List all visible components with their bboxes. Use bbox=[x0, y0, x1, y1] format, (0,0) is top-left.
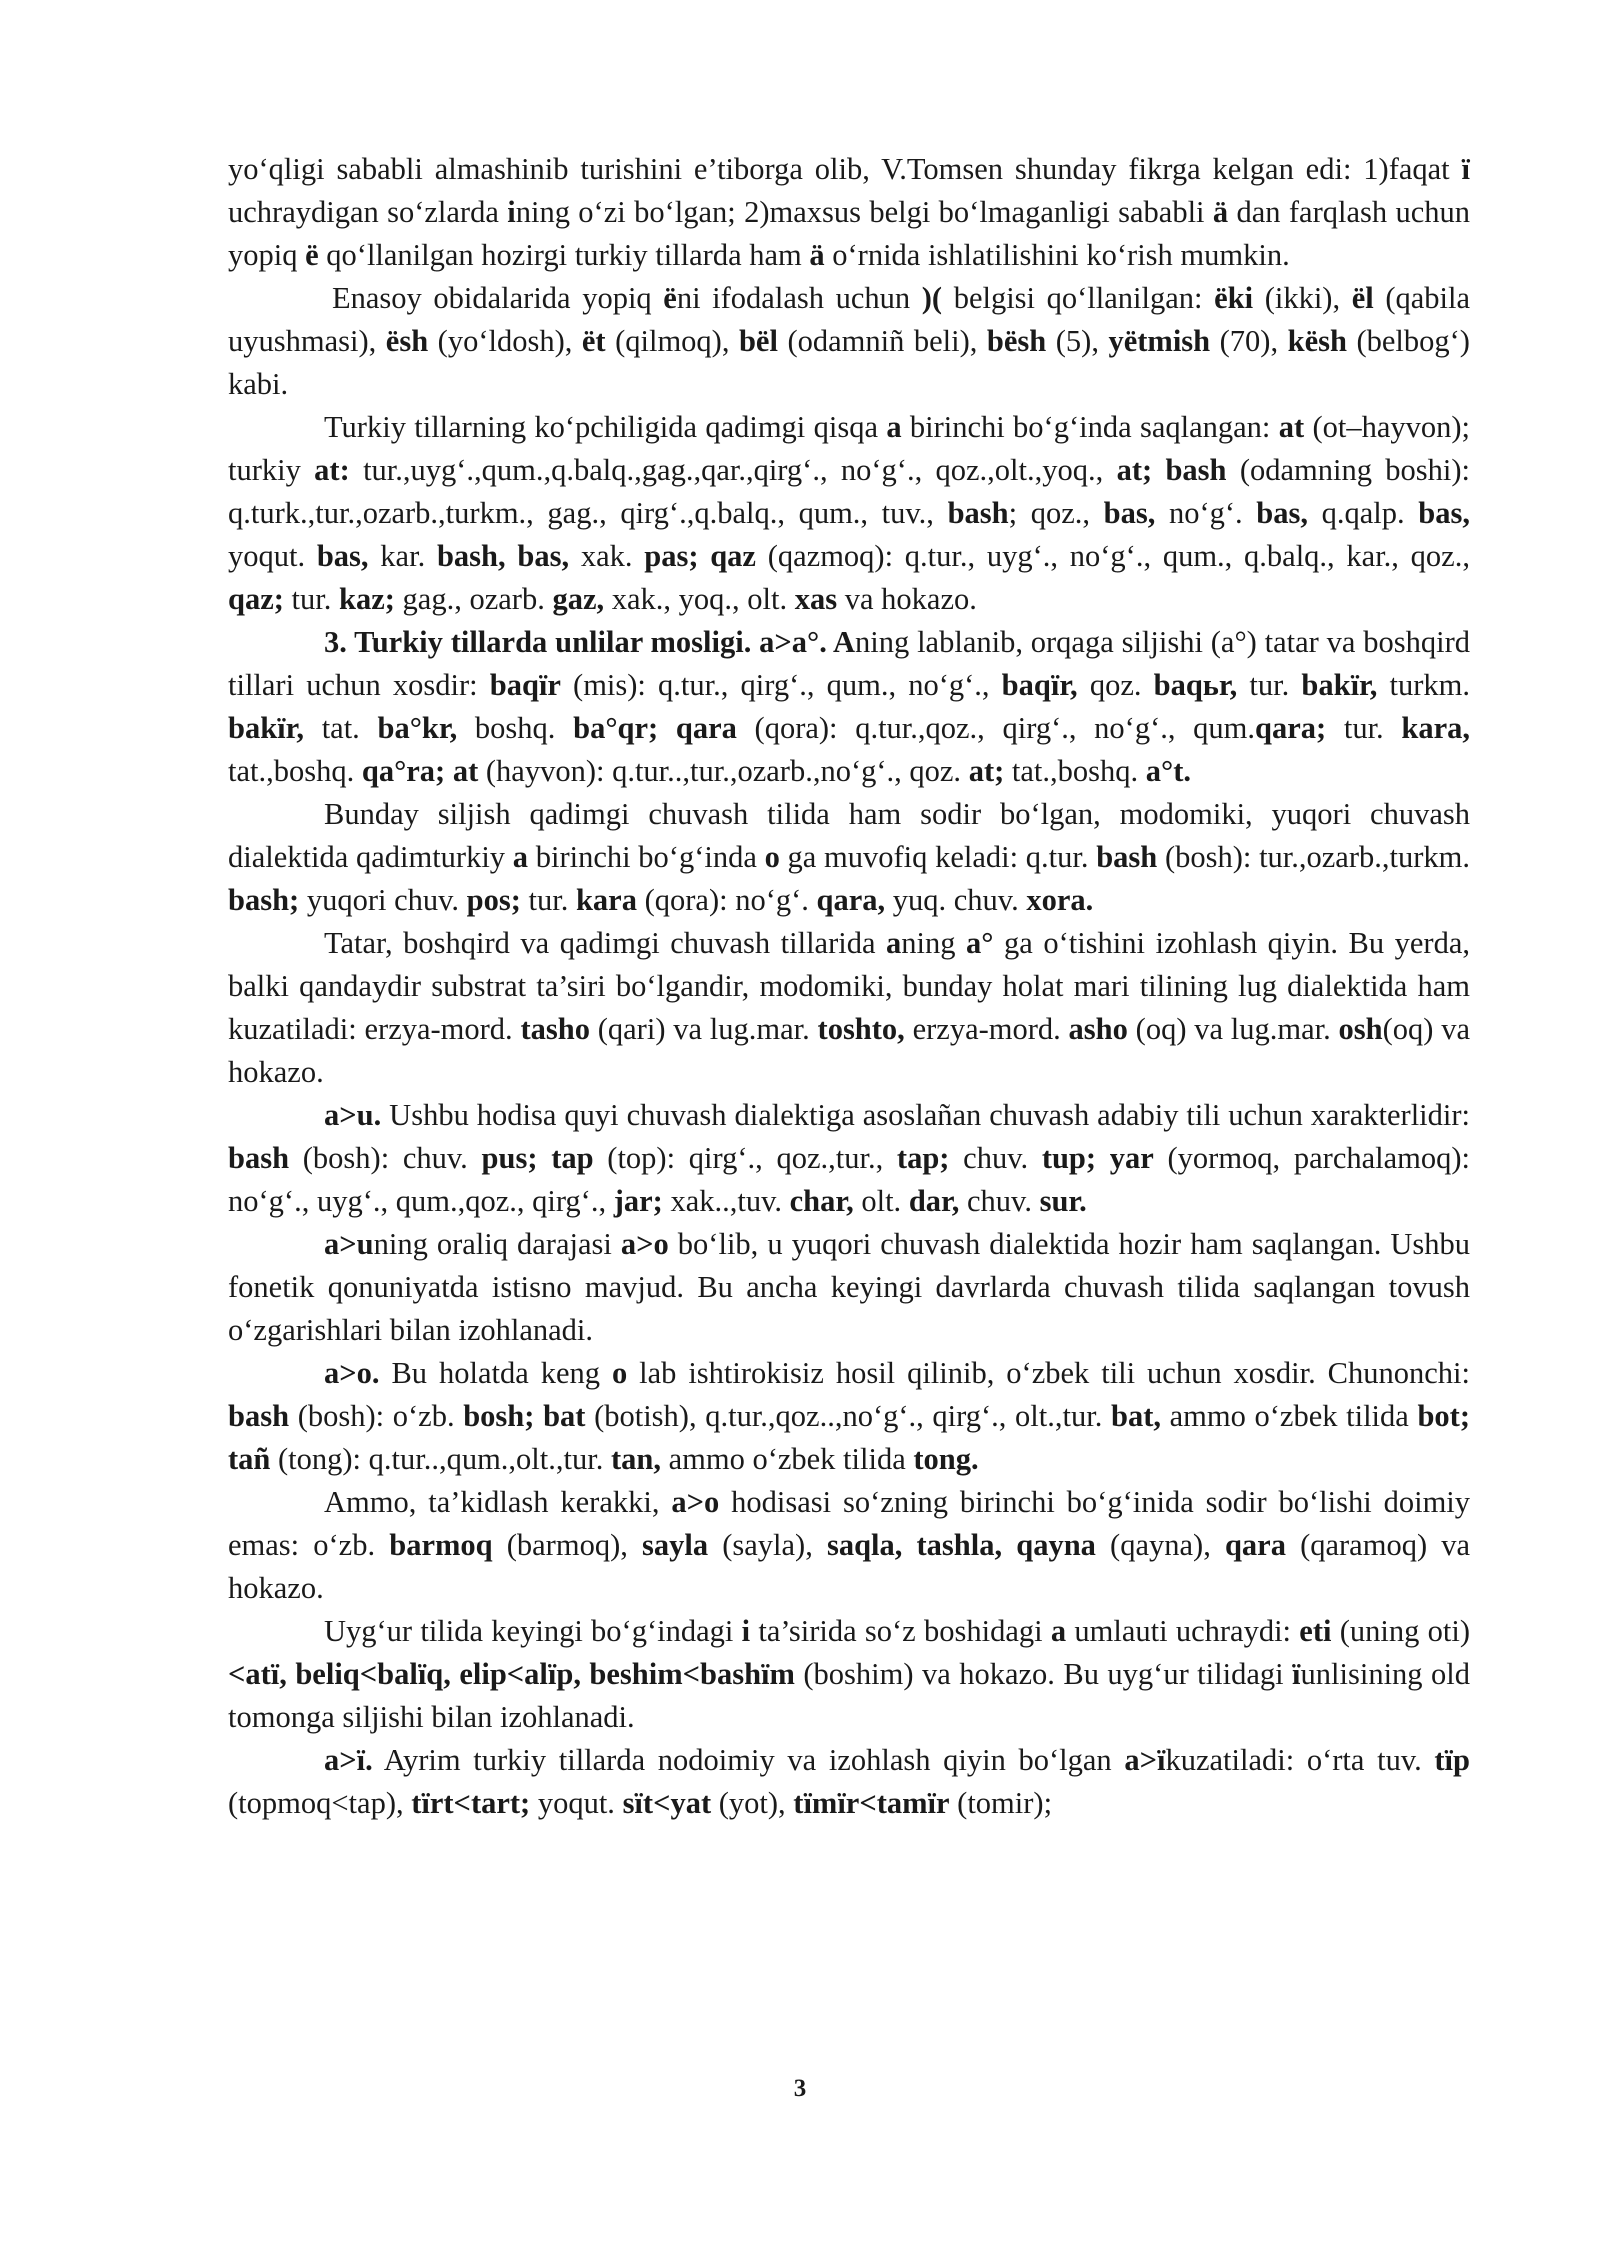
bold-term: at bbox=[1278, 410, 1305, 444]
bold-term: eti bbox=[1299, 1614, 1332, 1648]
text-run: tur. bbox=[1237, 668, 1302, 702]
bold-term: bas, bbox=[1256, 496, 1309, 530]
bold-term: at; bash bbox=[1116, 453, 1227, 487]
bold-term: bash bbox=[228, 1399, 290, 1433]
text-run: (boshim) va hokazo. Bu uyg‘ur tilidagi bbox=[794, 1657, 1293, 1691]
bold-term: barmoq bbox=[389, 1528, 493, 1562]
bold-term: ï bbox=[1461, 152, 1470, 186]
text-run: o‘rnida ishlatilishini ko‘rish mumkin. bbox=[824, 238, 1290, 272]
text-run: ning lablanib, orqaga siljishi (a°) tatar va boshqird tillari uchun xosdir: bbox=[228, 625, 1470, 702]
bold-term: pos; bbox=[466, 883, 521, 917]
text-run: (odamniñ beli), bbox=[777, 324, 987, 358]
text-run: (oq) va hokazo. bbox=[228, 1012, 1471, 1089]
text-run: Tatar, boshqird va qadimgi chuvash tillarida bbox=[324, 926, 887, 960]
bold-term: pus; tap bbox=[481, 1141, 594, 1175]
text-run: (5), bbox=[1046, 324, 1109, 358]
bold-term: tïrt<tart; bbox=[411, 1786, 531, 1820]
text-run: tat. bbox=[304, 711, 378, 745]
text-run: umlauti uchraydi: bbox=[1066, 1614, 1300, 1648]
bold-term: saqla, tashla, qayna bbox=[826, 1528, 1096, 1562]
text-run: Enasoy obidalarida yopiq bbox=[332, 281, 664, 315]
text-run: ga muvofiq keladi: q.tur. bbox=[779, 840, 1097, 874]
bold-term: a>ï. bbox=[324, 1743, 373, 1777]
text-run: Ammo, ta’kidlash kerakki, bbox=[324, 1485, 672, 1519]
text-run: (qayna), bbox=[1095, 1528, 1225, 1562]
text-run: yoqut. bbox=[530, 1786, 623, 1820]
bold-term: a>u. bbox=[324, 1098, 382, 1132]
text-run: kar. bbox=[368, 539, 437, 573]
paragraph-p9 bbox=[228, 1352, 1470, 1481]
text-run: (yormoq, parchalamoq): no‘g‘., uyg‘., qum.,qoz., qirg‘., bbox=[228, 1141, 1471, 1218]
bold-term: osh bbox=[1338, 1012, 1383, 1046]
text-run: (yo‘ldosh), bbox=[428, 324, 582, 358]
text-run: (mis): q.tur., qirg‘., qum., no‘g‘., bbox=[560, 668, 1002, 702]
text-run: Ayrim turkiy tillarda nodoimiy va izohlash qiyin bo‘lgan bbox=[372, 1743, 1125, 1777]
paragraph-p10 bbox=[228, 1481, 1470, 1610]
bold-term: bash bbox=[1096, 840, 1158, 874]
bold-term: qara; bbox=[1255, 711, 1327, 745]
bold-term: a>u bbox=[324, 1227, 374, 1261]
text-run: (tong): q.tur..,qum.,olt.,tur. bbox=[270, 1442, 611, 1476]
text-run: Ushbu hodisa quyi chuvash dialektiga asoslañan chuvash adabiy tili uchun xarakterlidir: bbox=[381, 1098, 1470, 1132]
text-run: Bunday siljish qadimgi chuvash tilida ham sodir bo‘lgan, modomiki, yuqori chuvash dialektida qadimturkiy bbox=[228, 797, 1470, 874]
paragraph-p12 bbox=[228, 1739, 1470, 1825]
text-run: ning o‘zi bo‘lgan; 2)maxsus belgi bo‘lmaganligi sababli bbox=[515, 195, 1213, 229]
bold-term: sït<yat bbox=[622, 1786, 712, 1820]
bold-term: bat, bbox=[1110, 1399, 1161, 1433]
bold-term: o bbox=[764, 840, 780, 874]
text-run: (qora): q.tur.,qoz., qirg‘., no‘g‘., qum. bbox=[736, 711, 1255, 745]
bold-term: at: bbox=[314, 453, 350, 487]
bold-term: tan, bbox=[610, 1442, 661, 1476]
text-run: ammo o‘zbek tilida bbox=[1160, 1399, 1418, 1433]
bold-term: yëtmish bbox=[1108, 324, 1211, 358]
bold-term: a>o bbox=[671, 1485, 720, 1519]
bold-term: bas, bbox=[316, 539, 369, 573]
text-run: tat.,boshq. bbox=[228, 754, 362, 788]
text-run: (bosh): chuv. bbox=[289, 1141, 482, 1175]
bold-term: a°t. bbox=[1145, 754, 1191, 788]
bold-term: sur. bbox=[1039, 1184, 1087, 1218]
bold-term: tasho bbox=[520, 1012, 590, 1046]
text-run: ning oraliq darajasi bbox=[373, 1227, 621, 1261]
text-run: uchraydigan so‘zlarda bbox=[228, 195, 508, 229]
bold-term: a>o bbox=[620, 1227, 669, 1261]
bold-term: ba°kr, bbox=[377, 711, 458, 745]
bold-term: baqьr, bbox=[1153, 668, 1238, 702]
paragraph-p1 bbox=[228, 148, 1470, 277]
bold-term: bash bbox=[228, 1141, 290, 1175]
bold-term: xas bbox=[794, 582, 838, 616]
bold-term: kësh bbox=[1287, 324, 1347, 358]
text-run: (ot–hayvon); turkiy bbox=[228, 410, 1470, 487]
bold-term: qara bbox=[1224, 1528, 1286, 1562]
text-run: va hokazo. bbox=[837, 582, 977, 616]
text-run: ta’sirida so‘z boshidagi bbox=[750, 1614, 1051, 1648]
bold-term: pas; qaz bbox=[644, 539, 756, 573]
text-run: (ikki), bbox=[1253, 281, 1352, 315]
text-run: (uning oti) bbox=[1331, 1614, 1470, 1648]
bold-term: bash, bas, bbox=[436, 539, 570, 573]
bold-term: tup; yar bbox=[1041, 1141, 1154, 1175]
text-run: (top): qirg‘., qoz.,tur., bbox=[593, 1141, 897, 1175]
text-run: (qilmoq), bbox=[605, 324, 739, 358]
bold-term: qaz; bbox=[228, 582, 284, 616]
text-run: erzya-mord. bbox=[904, 1012, 1069, 1046]
text-run: (topmoq<tap), bbox=[228, 1786, 412, 1820]
text-run: chuv. bbox=[959, 1184, 1040, 1218]
paragraph-p6 bbox=[228, 922, 1470, 1094]
text-run: lab ishtirokisiz hosil qilinib, o‘zbek tili uchun xosdir. Chunonchi: bbox=[627, 1356, 1470, 1390]
text-run: dan farqlash uchun yopiq bbox=[228, 195, 1471, 272]
text-run: (botish), q.tur.,qoz..,no‘g‘., qirg‘., olt.,tur. bbox=[585, 1399, 1111, 1433]
bold-term: baqïr, bbox=[1001, 668, 1078, 702]
bold-term: bël bbox=[738, 324, 778, 358]
bold-term: toshto, bbox=[817, 1012, 905, 1046]
paragraph-p3 bbox=[228, 406, 1470, 621]
bold-term: i bbox=[741, 1614, 751, 1648]
bold-term: tïp bbox=[1434, 1743, 1470, 1777]
bold-term: qara, bbox=[816, 883, 886, 917]
paragraph-p2 bbox=[228, 277, 1470, 406]
text-run: kuzatiladi: o‘rta tuv. bbox=[1165, 1743, 1435, 1777]
text-run: tur. bbox=[1326, 711, 1402, 745]
bold-term: ësh bbox=[385, 324, 429, 358]
bold-term: i bbox=[507, 195, 516, 229]
bold-term: char, bbox=[789, 1184, 854, 1218]
bold-term: bas, bbox=[1103, 496, 1156, 530]
text-run: (qari) va lug.mar. bbox=[589, 1012, 818, 1046]
bold-term: bash bbox=[947, 496, 1009, 530]
bold-term: xora. bbox=[1026, 883, 1094, 917]
text-run: turkm. bbox=[1377, 668, 1471, 702]
text-run: xak. bbox=[569, 539, 645, 573]
text-run: (barmoq), bbox=[492, 1528, 642, 1562]
bold-term: bakïr, bbox=[228, 711, 305, 745]
text-run: xak..,tuv. bbox=[662, 1184, 790, 1218]
text-run: birinchi bo‘g‘inda saqlangan: bbox=[901, 410, 1279, 444]
text-run: yo‘qligi sababli almashinib turishini e’tiborga olib, V.Tomsen shunday fikrga kelgan edi: 1)faqat bbox=[228, 152, 1462, 186]
bold-term: a bbox=[886, 410, 902, 444]
bold-term: ä bbox=[809, 238, 825, 272]
paragraph-p7 bbox=[228, 1094, 1470, 1223]
bold-term: ë bbox=[305, 238, 319, 272]
text-run: (odamning boshi): q.turk.,tur.,ozarb.,turkm., gag., qirg‘.,q.balq., qum., tuv., bbox=[228, 453, 1470, 530]
paragraph-p5 bbox=[228, 793, 1470, 922]
text-run: unlisining old tomonga siljishi bilan izohlanadi. bbox=[228, 1657, 1470, 1734]
bold-term: 3. Turkiy tillarda unlilar mosligi. a>a°. A bbox=[324, 625, 856, 659]
text-run: (bosh): tur.,ozarb.,turkm. bbox=[1157, 840, 1470, 874]
bold-term: dar, bbox=[908, 1184, 960, 1218]
bold-term: a>o. bbox=[324, 1356, 380, 1390]
text-run: (qabila uyushmasi), bbox=[228, 281, 1471, 358]
text-run: yuq. chuv. bbox=[885, 883, 1027, 917]
text-run: Turkiy tillarning ko‘pchiligida qadimgi qisqa bbox=[324, 410, 887, 444]
text-run: (yot), bbox=[711, 1786, 794, 1820]
text-run: tur. bbox=[283, 582, 339, 616]
text-run: gag., ozarb. bbox=[394, 582, 553, 616]
bold-term: a bbox=[886, 926, 902, 960]
paragraph-p11 bbox=[228, 1610, 1470, 1739]
document-body bbox=[228, 148, 1470, 1825]
bold-term: baqïr bbox=[489, 668, 561, 702]
paragraph-p8 bbox=[228, 1223, 1470, 1352]
page-number: 3 bbox=[793, 2075, 807, 2102]
text-run: bo‘lib, u yuqori chuvash dialektida hozir ham saqlangan. Ushbu fonetik qonuniyatda istisno mavjud. Bu ancha keyingi davrlarda chuvash tilida saqlangan tovush o‘zgarishlari bilan izohlanadi. bbox=[228, 1227, 1471, 1347]
text-run: (belbog‘) kabi. bbox=[228, 324, 1470, 401]
text-run: Uyg‘ur tilida keyingi bo‘g‘indagi bbox=[324, 1614, 742, 1648]
bold-term: a>ï bbox=[1124, 1743, 1166, 1777]
text-run: qoz. bbox=[1077, 668, 1154, 702]
text-run: belgisi qo‘llanilgan: bbox=[942, 281, 1215, 315]
text-run: ni ifodalash uchun bbox=[676, 281, 922, 315]
text-run: ning bbox=[901, 926, 967, 960]
bold-term: tïmïr<tamïr bbox=[793, 1786, 950, 1820]
text-run: (70), bbox=[1210, 324, 1288, 358]
bold-term: )( bbox=[921, 281, 943, 315]
text-run: Bu holatda keng bbox=[379, 1356, 612, 1390]
text-run: qo‘llanilgan hozirgi turkiy tillarda ham bbox=[318, 238, 810, 272]
bold-term: asho bbox=[1068, 1012, 1128, 1046]
text-run: ; qoz., bbox=[1008, 496, 1104, 530]
text-run: (bosh): o‘zb. bbox=[289, 1399, 464, 1433]
text-run: birinchi bo‘g‘inda bbox=[528, 840, 765, 874]
text-run: (qazmoq): q.tur., uyg‘., no‘g‘., qum., q.balq., kar., qoz., bbox=[755, 539, 1470, 573]
text-run: ammo o‘zbek tilida bbox=[660, 1442, 914, 1476]
bold-term: kara, bbox=[1401, 711, 1470, 745]
bold-term: jar; bbox=[613, 1184, 663, 1218]
text-run: boshq. bbox=[457, 711, 574, 745]
bold-term: tap; bbox=[896, 1141, 950, 1175]
text-run: chuv. bbox=[949, 1141, 1042, 1175]
bold-term: ä bbox=[1212, 195, 1229, 229]
text-run: tat.,boshq. bbox=[1004, 754, 1146, 788]
bold-term: bakïr, bbox=[1301, 668, 1378, 702]
text-run: no‘g‘. bbox=[1155, 496, 1257, 530]
bold-term: sayla bbox=[641, 1528, 709, 1562]
bold-term: ë bbox=[663, 281, 677, 315]
bold-term: ël bbox=[1351, 281, 1374, 315]
text-run: q.qalp. bbox=[1308, 496, 1419, 530]
text-run: tur.,uyg‘.,qum.,q.balq.,gag.,qar.,qirg‘., no‘g‘., qoz.,olt.,yoq., bbox=[349, 453, 1117, 487]
bold-term: ët bbox=[581, 324, 606, 358]
bold-term: kaz; bbox=[339, 582, 395, 616]
bold-term: bosh; bat bbox=[463, 1399, 586, 1433]
bold-term: <atï, beliq<balïq, elip<alïp, beshim<bashïm bbox=[228, 1657, 795, 1691]
text-run: (tomir); bbox=[949, 1786, 1053, 1820]
bold-term: tong. bbox=[913, 1442, 979, 1476]
bold-term: qa°ra; at bbox=[361, 754, 479, 788]
text-run: (qora): no‘g‘. bbox=[636, 883, 817, 917]
bold-term: ba°qr; qara bbox=[573, 711, 737, 745]
text-run: ga o‘tishini izohlash qiyin. Bu yerda, balki qandaydir substrat ta’siri bo‘lgandir, modomiki, bunday holat mari tilining lug dialektida ham kuzatiladi: erzya-mord. bbox=[228, 926, 1470, 1046]
bold-term: ëki bbox=[1214, 281, 1254, 315]
text-run: olt. bbox=[853, 1184, 909, 1218]
bold-term: a bbox=[512, 840, 529, 874]
paragraph-p4 bbox=[228, 621, 1470, 793]
bold-term: bësh bbox=[986, 324, 1047, 358]
text-run: yoqut. bbox=[228, 539, 317, 573]
bold-term: o bbox=[611, 1356, 628, 1390]
text-run: (oq) va lug.mar. bbox=[1127, 1012, 1339, 1046]
bold-term: a° bbox=[966, 926, 994, 960]
bold-term: bot; tañ bbox=[228, 1399, 1470, 1476]
bold-term: bash; bbox=[228, 883, 300, 917]
bold-term: kara bbox=[575, 883, 637, 917]
bold-term: bas, bbox=[1418, 496, 1470, 530]
text-run: (hayvon): q.tur..,tur.,ozarb.,no‘g‘., qoz. bbox=[478, 754, 969, 788]
text-run: (sayla), bbox=[708, 1528, 827, 1562]
text-run: tur. bbox=[520, 883, 576, 917]
bold-term: ï bbox=[1292, 1657, 1301, 1691]
bold-term: gaz, bbox=[552, 582, 605, 616]
bold-term: a bbox=[1050, 1614, 1067, 1648]
text-run: hodisasi so‘zning birinchi bo‘g‘inida sodir bo‘lishi doimiy emas: o‘zb. bbox=[228, 1485, 1471, 1562]
text-run: (qaramoq) va hokazo. bbox=[228, 1528, 1471, 1605]
bold-term: at; bbox=[968, 754, 1005, 788]
text-run: yuqori chuv. bbox=[299, 883, 467, 917]
text-run: xak., yoq., olt. bbox=[604, 582, 795, 616]
